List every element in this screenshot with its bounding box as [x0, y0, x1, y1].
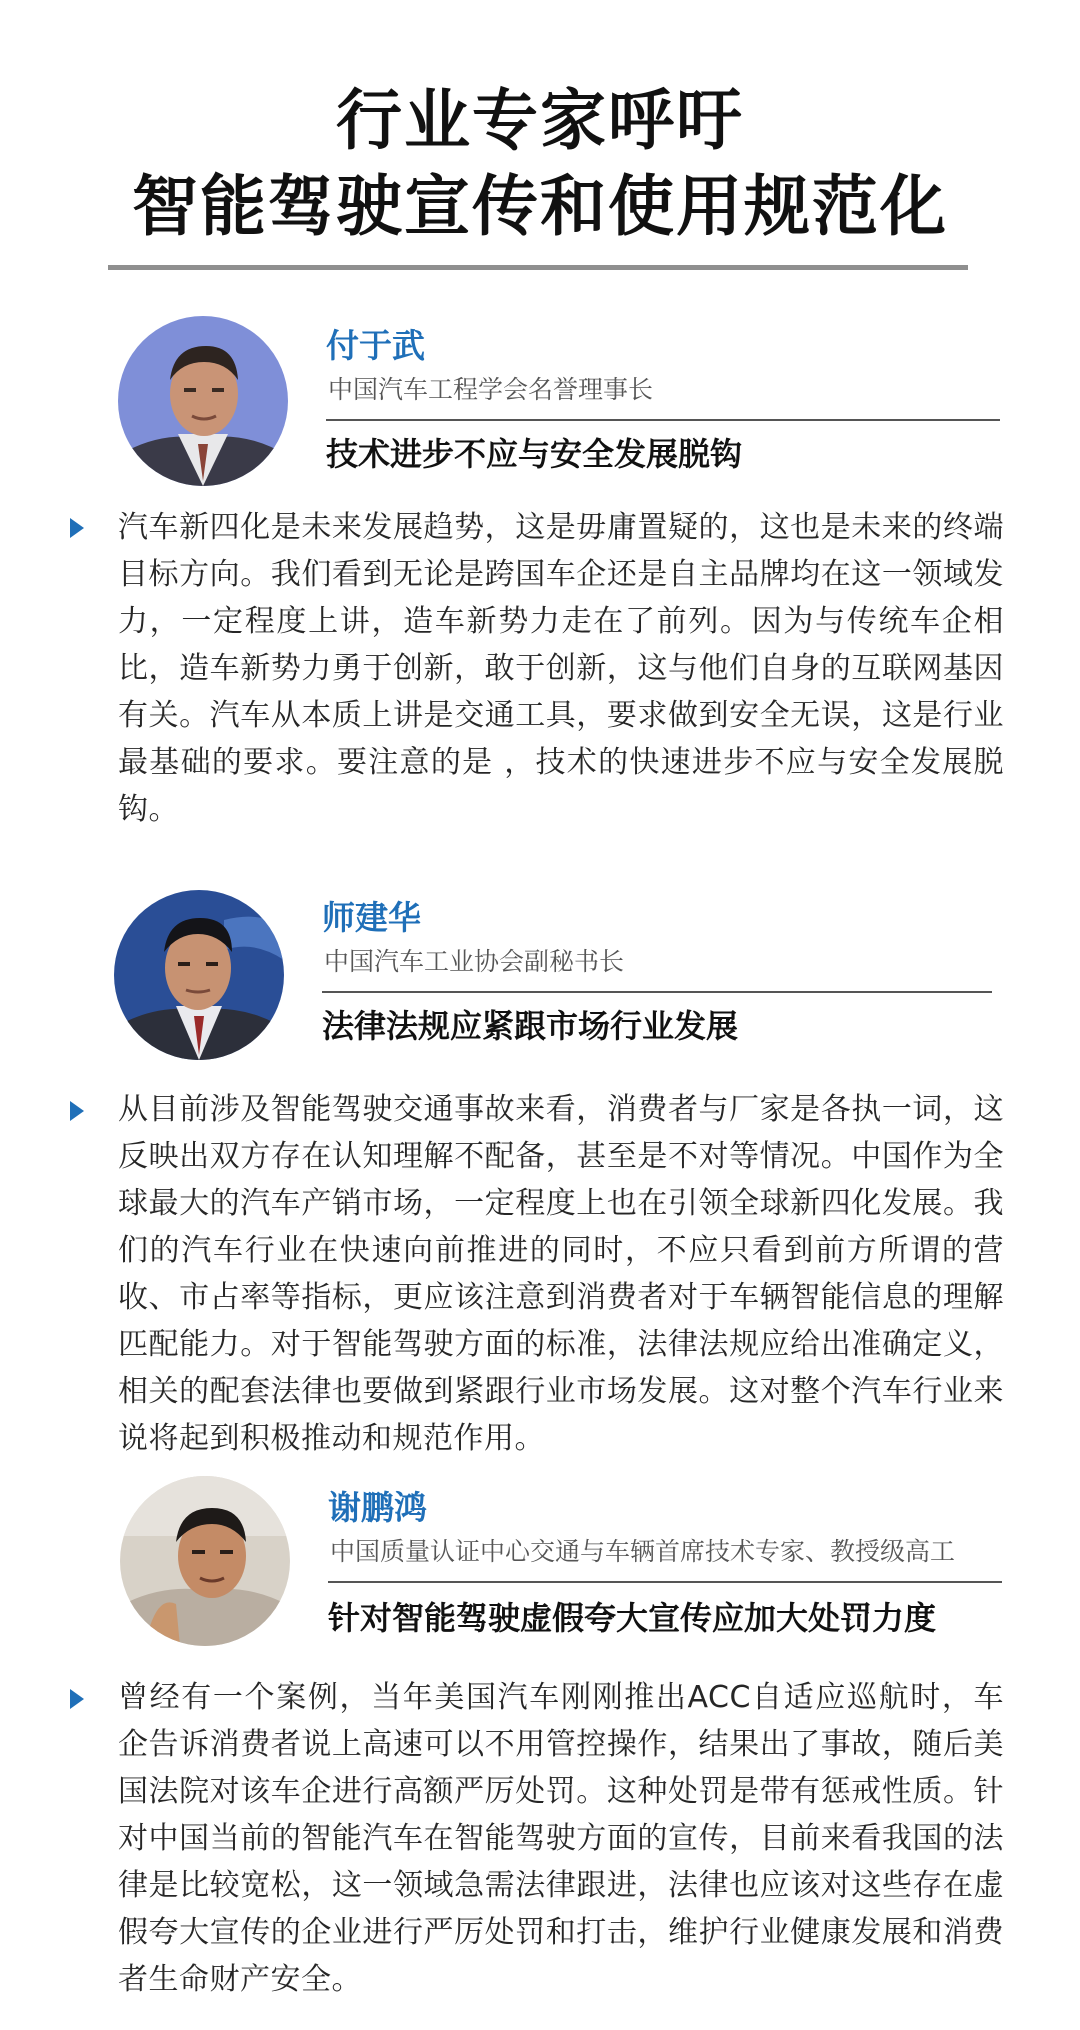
expert-portrait — [118, 316, 288, 486]
expert-headline: 法律法规应紧跟市场行业发展 — [322, 1007, 739, 1045]
expert-portrait — [120, 1476, 290, 1646]
header-divider — [322, 991, 992, 993]
expert-role: 中国汽车工业协会副秘书长 — [324, 947, 625, 976]
expert-name: 师建华 — [322, 898, 421, 937]
bullet-arrow-icon — [70, 1101, 84, 1121]
expert-section-3 — [0, 1470, 1080, 2030]
title-line-2: 智能驾驶宣传和使用规范化 — [132, 168, 948, 245]
expert-section-2 — [0, 880, 1080, 1480]
expert-role: 中国质量认证中心交通与车辆首席技术专家、教授级高工 — [330, 1537, 956, 1566]
header-divider — [326, 419, 1000, 421]
expert-name: 付于武 — [326, 326, 425, 365]
expert-statement: 从目前涉及智能驾驶交通事故来看，消费者与厂家是各执一词，这反映出双方存在认知理解不配备，甚至是不对等情况。中国作为全球最大的汽车产销市场，一定程度上也在引领全球新四化发展。我们的汽车行业在快速向前推进的同时，不应只看到前方所谓的营收、市占率等指标，更应该注意到消费者对于车辆智能信息的理解匹配能力。对于智能驾驶方面的标准，法律法规应给出准确定义，相关的配套法律也要做到紧跟行业市场发展。这对整个汽车行业来说将起到积极推动和规范作用。 — [118, 1092, 1004, 1456]
bullet-arrow-icon — [70, 518, 84, 538]
expert-headline: 针对智能驾驶虚假夸大宣传应加大处罚力度 — [328, 1599, 937, 1637]
title-divider — [108, 265, 968, 270]
expert-statement: 曾经有一个案例，当年美国汽车刚刚推出ACC自适应巡航时，车企告诉消费者说上高速可以不用管控操作，结果出了事故，随后美国法院对该车企进行高额严厉处罚。这种处罚是带有惩戒性质。针对中国当前的智能汽车在智能驾驶方面的宣传，目前来看我国的法律是比较宽松，这一领域急需法律跟进，法律也应该对这些存在虚假夸大宣传的企业进行严厉处罚和打击，维护行业健康发展和消费者生命财产安全。 — [118, 1680, 1004, 1997]
page-title — [0, 78, 1080, 250]
expert-headline: 技术进步不应与安全发展脱钩 — [326, 435, 743, 473]
expert-portrait — [114, 890, 284, 1060]
expert-name: 谢鹏鸿 — [328, 1488, 427, 1527]
expert-statement: 汽车新四化是未来发展趋势，这是毋庸置疑的，这也是未来的终端目标方向。我们看到无论是跨国车企还是自主品牌均在这一领域发力，一定程度上讲，造车新势力走在了前列。因为与传统车企相比，造车新势力勇于创新，敢于创新，这与他们自身的互联网基因有关。汽车从本质上讲是交通工具，要求做到安全无误，这是行业最基础的要求。要注意的是 ，技术的快速进步不应与安全发展脱钩。 — [118, 510, 1004, 827]
expert-role: 中国汽车工程学会名誉理事长 — [328, 375, 654, 404]
title-line-1: 行业专家呼吁 — [336, 82, 744, 159]
header-divider — [328, 1581, 1002, 1583]
expert-section-1 — [0, 310, 1080, 830]
bullet-arrow-icon — [70, 1689, 84, 1709]
